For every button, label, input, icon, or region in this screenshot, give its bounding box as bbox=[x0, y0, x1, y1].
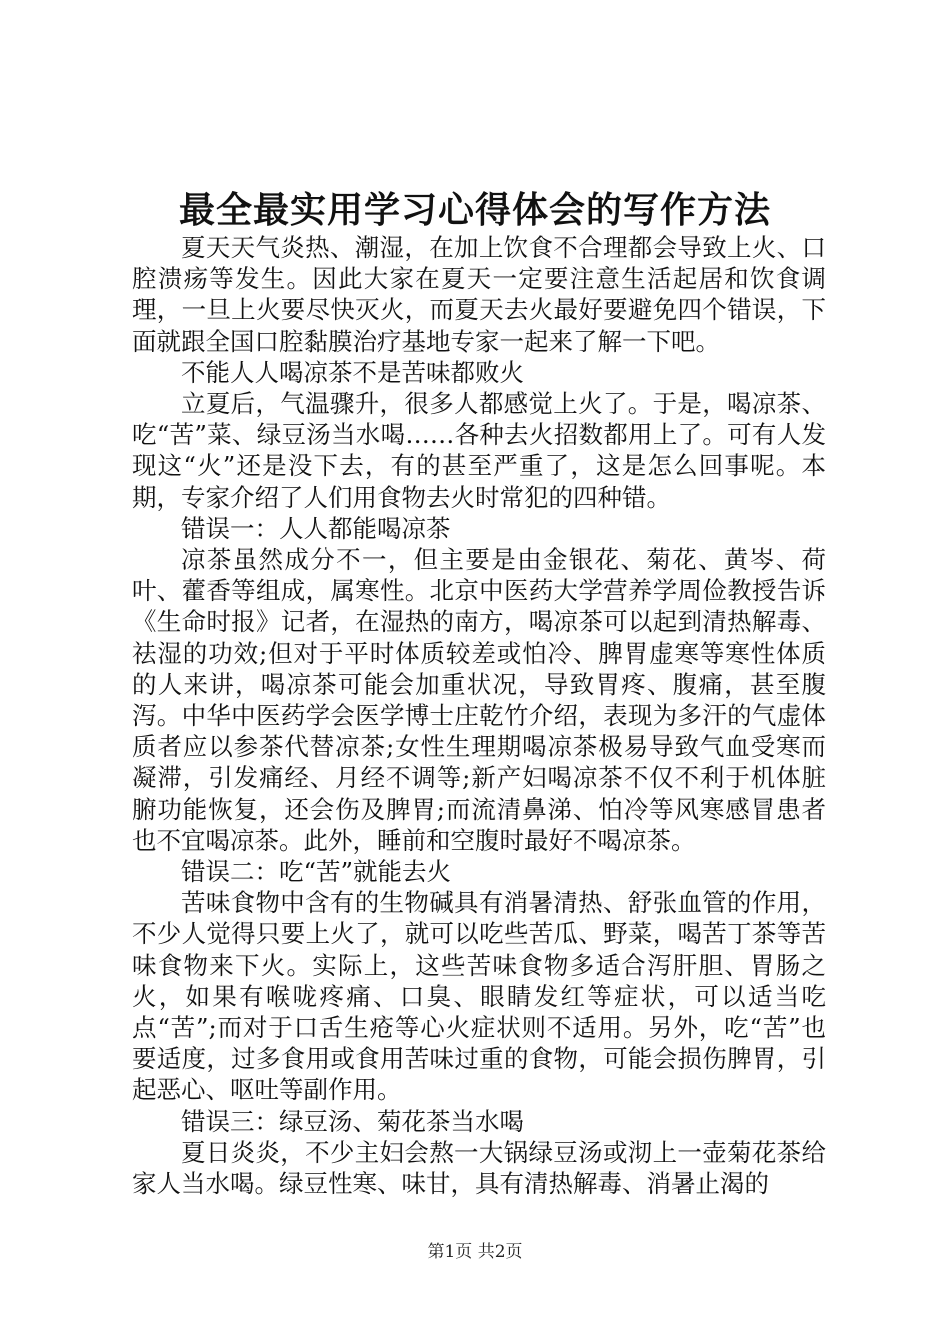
paragraph: 立夏后，气温骤升，很多人都感觉上火了。于是，喝凉茶、吃“苦”菜、绿豆汤当水喝……各种去火招数都用上了。可有人发现这“火”还是没下去，有的甚至严重了，这是怎么回事呢。本期，专家介绍了人们用食物去火时常犯的四种错。 bbox=[132, 389, 826, 512]
section-heading-error-two: 错误二：吃“苦”就能去火 bbox=[181, 857, 452, 887]
paragraph-intro: 夏天天气炎热、潮湿，在加上饮食不合理都会导致上火、口腔溃疡等发生。因此大家在夏天一定要注意生活起居和饮食调理，一旦上火要尽快灭火，而夏天去火最好要避免四个错误，下面就跟全国口腔黏膜治疗基地专家一起来了解一下吧。 bbox=[132, 233, 826, 356]
section-heading-error-three: 错误三：绿豆汤、菊花茶当水喝 bbox=[181, 1106, 524, 1136]
document-title: 最全最实用学习心得体会的写作方法 bbox=[178, 189, 771, 231]
document-body bbox=[132, 232, 826, 1199]
section-heading-error-one: 错误一：人人都能喝凉茶 bbox=[181, 513, 451, 543]
paragraph: 凉茶虽然成分不一，但主要是由金银花、菊花、黄岑、荷叶、藿香等组成，属寒性。北京中医药大学营养学周俭教授告诉《生命时报》记者，在湿热的南方，喝凉茶可以起到清热解毒、祛湿的功效;但对于平时体质较差或怕冷、脾胃虚寒等寒性体质的人来讲，喝凉茶可能会加重状况，导致胃疼、腹痛，甚至腹泻。中华中医药学会医学博士庄乾竹介绍，表现为多汗的气虚体质者应以参茶代替凉茶;女性生理期喝凉茶极易导致气血受寒而凝滞，引发痛经、月经不调等;新产妇喝凉茶不仅不利于机体脏腑功能恢复，还会伤及脾胃;而流清鼻涕、怕冷等风寒感冒患者也不宜喝凉茶。此外，睡前和空腹时最好不喝凉茶。 bbox=[132, 545, 826, 855]
paragraph: 苦味食物中含有的生物碱具有消暑清热、舒张血管的作用，不少人觉得只要上火了，就可以吃些苦瓜、野菜，喝苦丁茶等苦味食物来下火。实际上，这些苦味食物多适合泻肝胆、胃肠之火，如果有喉咙疼痛、口臭、眼睛发红等症状，可以适当吃点“苦”;而对于口舌生疮等心火症状则不适用。另外，吃“苦”也要适度，过多食用或食用苦味过重的食物，可能会损伤脾胃，引起恶心、呕吐等副作用。 bbox=[132, 888, 826, 1105]
section-heading: 不能人人喝凉茶不是苦味都败火 bbox=[181, 357, 524, 387]
paragraph: 夏日炎炎，不少主妇会熬一大锅绿豆汤或沏上一壶菊花茶给家人当水喝。绿豆性寒、味甘，具有清热解毒、消暑止渴的 bbox=[132, 1137, 826, 1199]
page-footer: 第1页 共2页 bbox=[427, 1242, 523, 1262]
